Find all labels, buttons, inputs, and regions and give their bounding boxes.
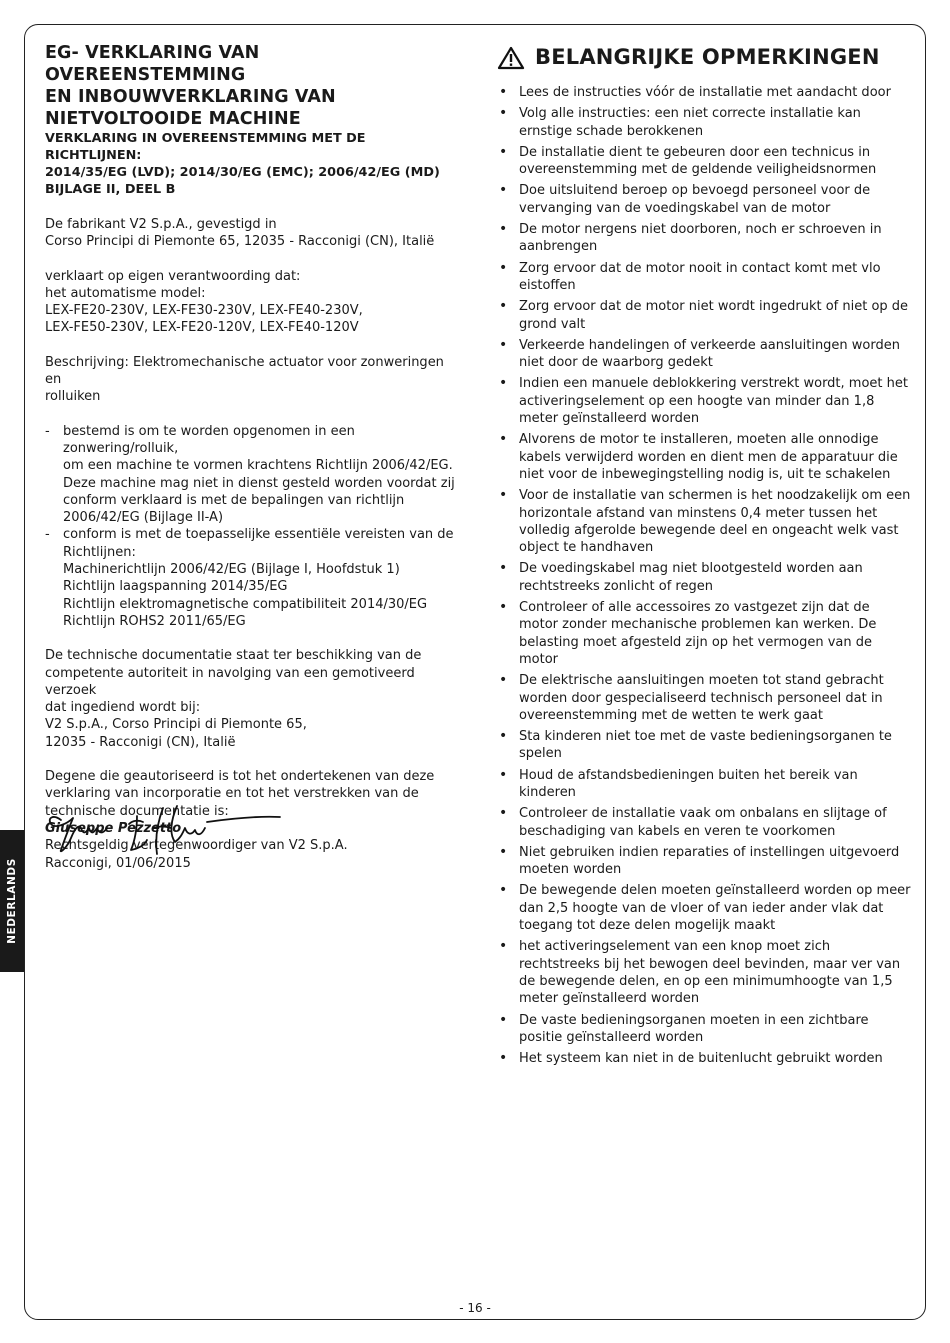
notes-list bbox=[497, 84, 912, 1067]
signer-name: Giuseppe Pezzetto bbox=[45, 820, 182, 836]
declaration-subtitle: VERKLARING IN OVEREENSTEMMING MET DE RICHTLIJNEN: 2014/35/EG (LVD); 2014/30/EG (EMC); 2006/42/EG (MD) BIJLAGE II, DEEL B bbox=[45, 131, 440, 197]
manufacturer-text: De fabrikant V2 S.p.A., gevestigd in Corso Principi di Piemonte 65, 12035 - Racconigi (CN), Italië bbox=[45, 217, 435, 250]
notes-list-item: • De motor nergens niet doorboren, noch er schroeven in aanbrengen bbox=[497, 221, 912, 256]
declaration-title-line-3: NIETVOLTOOIDE MACHINE bbox=[45, 109, 301, 129]
declaration-title bbox=[45, 42, 463, 130]
declares-text: verklaart op eigen verantwoording dat: het automatisme model: LEX-FE20-230V, LEX-FE30-230V, LEX-FE40-230V, LEX-FE50-230V, LEX-FE20-120V, LEX-FE40-120V bbox=[45, 268, 363, 336]
dash-list-item: - bestemd is om te worden opgenomen in een zonwering/rolluik, om een machine te vormen krachtens Richtlijn 2006/42/EG. Deze machine mag niet in dienst gesteld worden voordat zij conform verklaard is met de bepalingen van richtlijn 2006/42/EG (Bijlage II-A) bbox=[45, 423, 463, 527]
notes-list-item: • Lees de instructies vóór de installatie met aandacht door bbox=[497, 84, 912, 101]
notes-list-item: • Sta kinderen niet toe met de vaste bedieningsorganen te spelen bbox=[497, 728, 912, 763]
declaration-title-line-1: EG- VERKLARING VAN OVEREENSTEMMING bbox=[45, 43, 260, 85]
notes-list-item: • Zorg ervoor dat de motor niet wordt ingedrukt of niet op de grond valt bbox=[497, 298, 912, 333]
tech-doc-text: De technische documentatie staat ter beschikking van de competente autoriteit in navolging van een gemotiveerd verzoek dat ingediend wordt bij: V2 S.p.A., Corso Principi di Piemonte 65, 12035 - Racconigi (CN), Italië bbox=[45, 648, 422, 750]
notes-title: BELANGRIJKE OPMERKINGEN bbox=[535, 45, 880, 70]
handwritten-signature bbox=[45, 798, 285, 858]
dash-list-item: - conform is met de toepasselijke essentiële vereisten van de Richtlijnen: Machinerichtlijn 2006/42/EG (Bijlage I, Hoofdstuk 1) Richtlijn laagspanning 2014/35/EG Richtlijn elektromagnetische compatibiliteit 2014/30/EG Richtlijn ROHS2 2011/65/EG bbox=[45, 526, 463, 630]
notes-list-item: • De bewegende delen moeten geïnstalleerd worden op meer dan 2,5 hoogte van de vloer of van ieder ander vlak dat toegang tot deze delen mogelijk maakt bbox=[497, 882, 912, 934]
notes-list-item: • Volg alle instructies: een niet correcte installatie kan ernstige schade berokkenen bbox=[497, 105, 912, 140]
signer-role: Rechtsgeldig vertegenwoordiger van V2 S.p.A. Racconigi, 01/06/2015 bbox=[45, 838, 348, 871]
notes-list-item: • De installatie dient te gebeuren door een technicus in overeenstemming met de geldende veiligheidsnormen bbox=[497, 144, 912, 179]
warning-triangle-icon bbox=[497, 46, 525, 70]
notes-header bbox=[497, 46, 912, 70]
notes-list-item: • Houd de afstandsbedieningen buiten het bereik van kinderen bbox=[497, 767, 912, 802]
description-text: Beschrijving: Elektromechanische actuator voor zonweringen en rolluiken bbox=[45, 354, 444, 405]
notes-list-item: • Verkeerde handelingen of verkeerde aansluitingen worden niet door de waarborg gedekt bbox=[497, 337, 912, 372]
notes-list-item: • De voedingskabel mag niet blootgesteld worden aan rechtstreeks zonlicht of regen bbox=[497, 560, 912, 595]
notes-list-item: • Zorg ervoor dat de motor nooit in contact komt met vlo eistoffen bbox=[497, 260, 912, 295]
language-tab bbox=[0, 830, 24, 972]
notes-list-item: • Voor de installatie van schermen is het noodzakelijk om een horizontale afstand van minstens 0,4 meter tussen het volledig afgerolde bewegende deel en ongeacht welk vast object te handhaven bbox=[497, 487, 912, 556]
notes-list-item: • De elektrische aansluitingen moeten tot stand gebracht worden door gespecialiseerd technisch personeel dat in overeenstemming met de wetten te werk gaat bbox=[497, 672, 912, 724]
page-number: - 16 - bbox=[459, 1301, 491, 1315]
notes-list-item: • Indien een manuele deblokkering verstrekt wordt, moet het activeringselement op een hoogte van minder dan 1,8 meter geïnstalleerd worden bbox=[497, 375, 912, 427]
notes-list-item: • Controleer of alle accessoires zo vastgezet zijn dat de motor zonder mechanische problemen kan werken. De belasting moet afgesteld zijn op het vermogen van de motor bbox=[497, 599, 912, 668]
notes-list-item: • Alvorens de motor te installeren, moeten alle onnodige kabels verwijderd worden en dient men de apparatuur die niet voor de inbewegingstelling nodig is, uit te schakelen bbox=[497, 431, 912, 483]
declaration-title-line-2: EN INBOUWVERKLARING VAN bbox=[45, 87, 336, 107]
authorized-text: Degene die geautoriseerd is tot het ondertekenen van deze verklaring van incorporatie en tot het verstrekken van de technische documentatie is: bbox=[45, 769, 435, 819]
declaration-dash-list bbox=[45, 423, 463, 631]
notes-list-item: • Doe uitsluitend beroep op bevoegd personeel voor de vervanging van de voedingskabel van de motor bbox=[497, 182, 912, 217]
notes-list-item: • het activeringselement van een knop moet zich rechtstreeks bij het bewogen deel bevinden, maar ver van de bewegende delen, en op een minimumhoogte van 1,5 meter geïnstalleerd worden bbox=[497, 938, 912, 1007]
notes-column bbox=[497, 42, 912, 1071]
notes-list-item: • De vaste bedieningsorganen moeten in een zichtbare positie geïnstalleerd worden bbox=[497, 1012, 912, 1047]
notes-list-item: • Niet gebruiken indien reparaties of instellingen uitgevoerd moeten worden bbox=[497, 844, 912, 879]
notes-list-item: • Controleer de installatie vaak om onbalans en slijtage of beschadiging van kabels en veren te voorkomen bbox=[497, 805, 912, 840]
declaration-column bbox=[45, 42, 463, 872]
notes-list-item: • Het systeem kan niet in de buitenlucht gebruikt worden bbox=[497, 1050, 912, 1067]
language-tab-label: NEDERLANDS bbox=[6, 858, 19, 944]
